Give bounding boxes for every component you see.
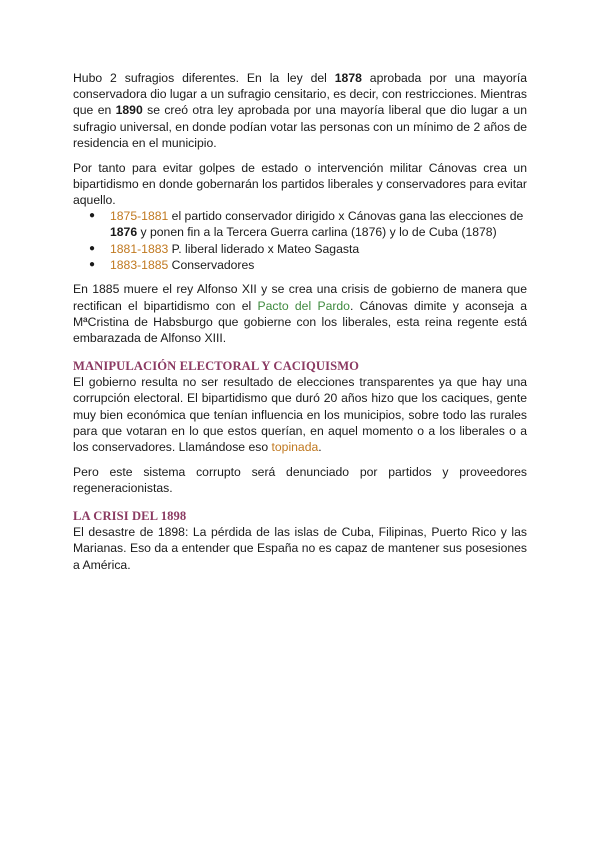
section-heading-caciquismo: MANIPULACIÓN ELECTORAL Y CACIQUISMO xyxy=(73,359,360,374)
text-run: . Cánovas dimite y aconseja a MªCristina de Habsburgo que gobierne con los liberales, esta reina regente está embarazada de Alfonso XIII. xyxy=(73,298,527,346)
text-run: aprobada por una mayoría conservadora dio lugar a un sufragio censitario, es decir, con restricciones. Mientras que en xyxy=(73,71,527,118)
bullet-icon: ● xyxy=(89,210,96,222)
period-label: 1881-1883 xyxy=(110,241,169,256)
text-run: P. liberal liderado x Mateo Sagasta xyxy=(168,241,360,256)
text-run: En 1885 muere el rey Alfonso XII y se crea una crisis de gobierno de manera que rectifican el bipartidismo con el xyxy=(73,282,527,313)
bold-year-1878: 1878 xyxy=(334,71,362,85)
turno-list xyxy=(73,208,527,273)
text-run: el partido conservador dirigido x Cánovas gana las elecciones de xyxy=(168,209,524,224)
text-run: . xyxy=(318,440,322,455)
paragraph-desastre-1898: El desastre de 1898: La pérdida de las islas de Cuba, Filipinas, Puerto Rico y las Marianas. Eso da a entender que España no es capaz de mantener sus posesiones a América. xyxy=(73,525,527,572)
text-run: El gobierno resulta no ser resultado de elecciones transparentes ya que hay una corrupción electoral. El bipartidismo que duró 20 años hizo que los caciques, gente muy bien económica que tenían influencia en los municipios, sobre todo las rurales para que votaran en lo que estos querían, en aquel momento o a los liberales o a los conservadores. Llamándose eso xyxy=(73,375,527,455)
period-label: 1875-1881 xyxy=(110,209,169,224)
text-run: y ponen fin a la Tercera Guerra carlina (1876) y lo de Cuba (1878) xyxy=(137,225,497,240)
period-label: 1883-1885 xyxy=(110,257,169,272)
section-heading-crisis-1898: LA CRISI DEL 1898 xyxy=(73,509,187,524)
document-body xyxy=(73,70,527,573)
bullet-icon: ● xyxy=(89,242,96,254)
list-item xyxy=(73,257,527,273)
list-item xyxy=(73,208,527,240)
text-run: Conservadores xyxy=(168,257,255,272)
text-run: Hubo 2 sufragios diferentes. En la ley del xyxy=(73,71,335,85)
paragraph-sufragios xyxy=(73,70,527,151)
paragraph-corrupcion xyxy=(73,374,527,455)
pacto-del-pardo-term: Pacto del Pardo xyxy=(257,298,350,313)
paragraph-bipartidismo: Por tanto para evitar golpes de estado o intervención militar Cánovas crea un bipartidismo en donde gobernarán los partidos liberales y conservadores para evitar aquello. xyxy=(73,160,527,207)
topinada-term: topinada xyxy=(271,440,319,455)
list-item xyxy=(73,241,527,257)
bold-year: 1876 xyxy=(110,225,138,240)
text-run: se creó otra ley aprobada por una mayoría liberal que dio lugar a un sufragio universal, en donde podían votar las personas con un mínimo de 2 años de residencia en el municipio. xyxy=(73,103,527,150)
paragraph-regeneracionistas: Pero este sistema corrupto será denunciado por partidos y proveedores regeneracionistas. xyxy=(73,464,527,495)
bold-year-1890: 1890 xyxy=(115,103,143,118)
bullet-icon: ● xyxy=(89,258,96,270)
paragraph-pacto-del-pardo xyxy=(73,281,527,346)
